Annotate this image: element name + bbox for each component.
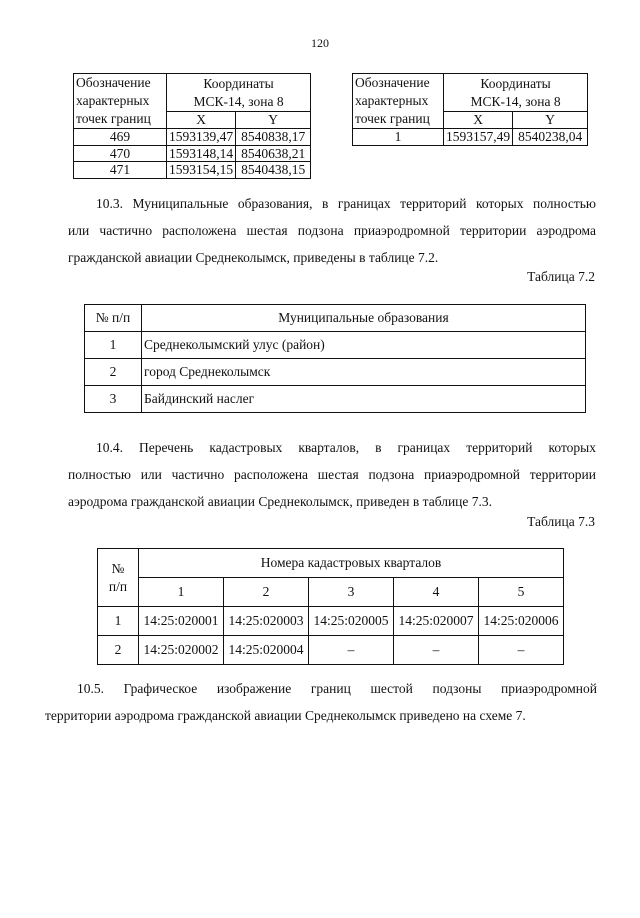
quarter-cell: –: [394, 636, 479, 665]
paragraph-10-5: 10.5. Графическое изображение границ шестой подзоны приаэродромной территории аэродрома гражданской авиации Среднеколымск приведено на схеме 7.: [45, 681, 597, 723]
table-7-3-caption: Таблица 7.3: [527, 514, 595, 529]
table-row: [98, 636, 564, 665]
column-number: 4: [394, 578, 479, 607]
column-number: 5: [479, 578, 564, 607]
cadastral-quarters-header: Номера кадастровых кварталов: [139, 549, 564, 578]
row-number: 1: [98, 607, 139, 636]
column-number: 1: [139, 578, 224, 607]
table-row: [85, 359, 586, 386]
page-number: 120: [311, 36, 329, 50]
row-number: 3: [85, 386, 142, 413]
x-cell: 1593157,49: [444, 129, 513, 146]
paragraph-10-4: 10.4. Перечень кадастровых кварталов, в границах территорий которых полностью или частично расположена шестая подзона приаэродромной территории аэродрома гражданской авиации Среднеколымск, приведен в таблице 7.3.: [68, 440, 596, 509]
quarter-cell: –: [309, 636, 394, 665]
municipality-name: Среднеколымский улус (район): [142, 332, 586, 359]
y-header: Y: [236, 112, 311, 129]
designation-header: Обозначение характерных точек границ: [353, 74, 444, 129]
point-cell: 471: [74, 162, 167, 179]
point-cell: 469: [74, 129, 167, 146]
y-cell: 8540438,15: [236, 162, 311, 179]
row-number: 2: [85, 359, 142, 386]
municipalities-table: [84, 304, 586, 413]
coordinates-header: Координаты МСК-14, зона 8: [444, 74, 588, 112]
paragraph-10-3: 10.3. Муниципальные образования, в границах территорий которых полностью или частично расположена шестая подзона приаэродромной территории аэродрома гражданской авиации Среднеколымск, приведены в таблице 7.2.: [68, 196, 596, 265]
y-cell: 8540238,04: [513, 129, 588, 146]
column-number: 3: [309, 578, 394, 607]
cadastral-quarters-table: [97, 548, 564, 665]
point-cell: 470: [74, 145, 167, 162]
x-cell: 1593148,14: [167, 145, 236, 162]
coordinates-table-left: [73, 73, 311, 179]
table-row: [74, 162, 311, 179]
y-cell: 8540838,17: [236, 129, 311, 146]
table-row: [353, 129, 588, 146]
x-cell: 1593154,15: [167, 162, 236, 179]
number-header: № п/п: [98, 549, 139, 607]
quarter-cell: –: [479, 636, 564, 665]
quarter-cell: 14:25:020006: [479, 607, 564, 636]
quarter-cell: 14:25:020005: [309, 607, 394, 636]
column-number: 2: [224, 578, 309, 607]
quarter-cell: 14:25:020007: [394, 607, 479, 636]
x-header: X: [167, 112, 236, 129]
table-row: [74, 129, 311, 146]
municipality-name: город Среднеколымск: [142, 359, 586, 386]
row-number: 1: [85, 332, 142, 359]
x-header: X: [444, 112, 513, 129]
table-row: [85, 386, 586, 413]
coordinates-table-right: [352, 73, 588, 146]
point-cell: 1: [353, 129, 444, 146]
x-cell: 1593139,47: [167, 129, 236, 146]
table-7-2-caption: Таблица 7.2: [527, 269, 595, 284]
quarter-cell: 14:25:020002: [139, 636, 224, 665]
coordinates-header: Координаты МСК-14, зона 8: [167, 74, 311, 112]
y-header: Y: [513, 112, 588, 129]
municipality-name: Байдинский наслег: [142, 386, 586, 413]
row-number: 2: [98, 636, 139, 665]
quarter-cell: 14:25:020004: [224, 636, 309, 665]
y-cell: 8540638,21: [236, 145, 311, 162]
municipalities-header: Муниципальные образования: [142, 305, 586, 332]
number-header: № п/п: [85, 305, 142, 332]
quarter-cell: 14:25:020003: [224, 607, 309, 636]
table-row: [85, 332, 586, 359]
quarter-cell: 14:25:020001: [139, 607, 224, 636]
table-row: [98, 607, 564, 636]
table-row: [74, 145, 311, 162]
designation-header: Обозначение характерных точек границ: [74, 74, 167, 129]
